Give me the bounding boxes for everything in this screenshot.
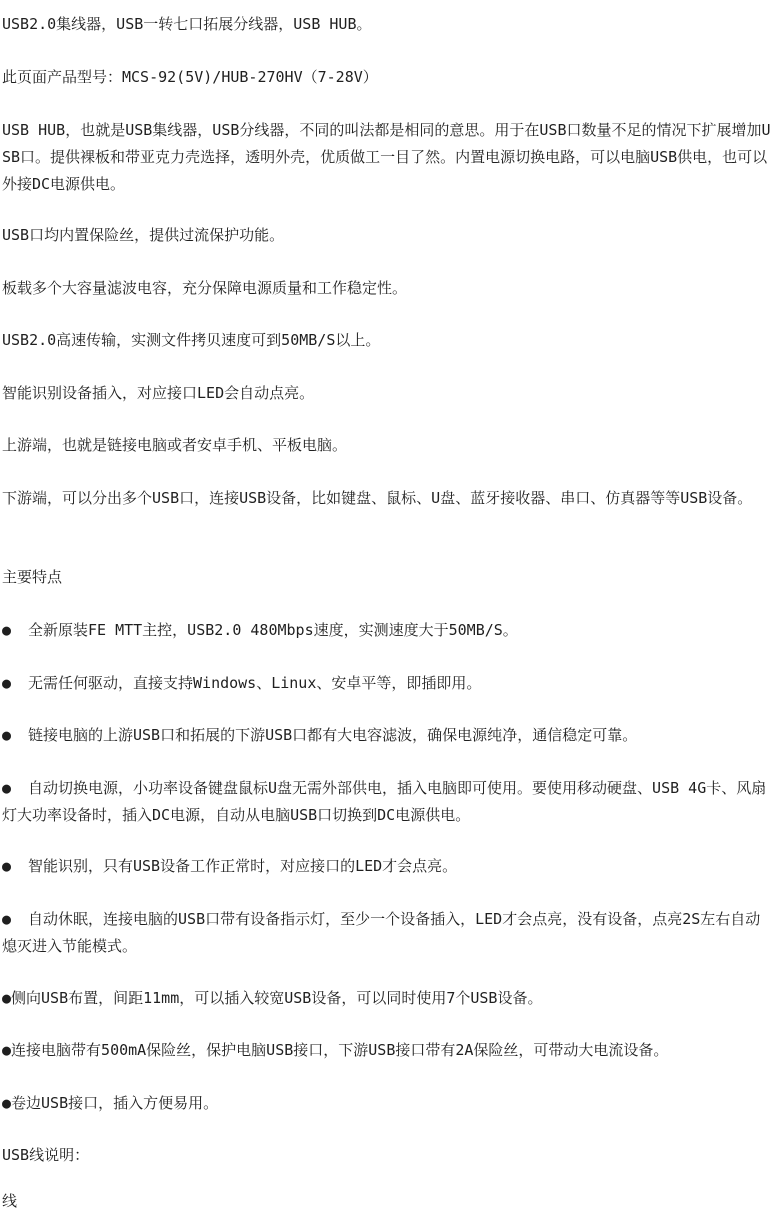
feature-item — [2, 1037, 772, 1064]
bullet-icon: ● — [2, 910, 12, 928]
feature-text: 链接电脑的上游USB口和拓展的下游USB口都有大电容滤波，确保电源纯净，通信稳定可靠。 — [28, 726, 638, 744]
cable-section-title: USB线说明： — [2, 1146, 90, 1164]
feature-text: 连接电脑带有500mA保险丝，保护电脑USB接口，下游USB接口带有2A保险丝，可带动大电流设备。 — [11, 1041, 669, 1059]
feature-item — [2, 906, 772, 960]
feature-text: 侧向USB布置，间距11mm，可以插入较宽USB设备，可以同时使用7个USB设备。 — [11, 989, 543, 1007]
speed-paragraph: USB2.0高速传输，实测文件拷贝速度可到50MB/S以上。 — [2, 331, 381, 349]
feature-text: 自动切换电源，小功率设备键盘鼠标U盘无需外部供电，插入电脑即可使用。要使用移动硬盘、USB 4G卡、风扇灯大功率设备时，插入DC电源，自动从电脑USB口切换到DC电源供电。 — [2, 779, 767, 824]
feature-item — [2, 853, 772, 880]
downstream-paragraph: 下游端，可以分出多个USB口，连接USB设备，比如键盘、鼠标、U盘、蓝牙接收器、串口、仿真器等等USB设备。 — [2, 489, 753, 507]
cut-off-line: 线 — [2, 1192, 18, 1210]
feature-item — [2, 670, 772, 697]
capacitor-paragraph: 板载多个大容量滤波电容，充分保障电源质量和工作稳定性。 — [2, 279, 408, 297]
feature-item — [2, 1090, 772, 1117]
bullet-icon: ● — [2, 779, 12, 797]
bullet-icon: ● — [2, 1041, 12, 1059]
intro-heading: USB2.0集线器，USB一转七口拓展分线器，USB HUB。 — [2, 15, 372, 33]
model-line: 此页面产品型号：MCS-92(5V)/HUB-270HV（7-28V） — [2, 68, 378, 86]
led-paragraph: 智能识别设备插入，对应接口LED会自动点亮。 — [2, 384, 315, 402]
feature-item — [2, 985, 772, 1012]
feature-text: 无需任何驱动，直接支持Windows、Linux、安卓平等，即插即用。 — [28, 674, 482, 692]
feature-item — [2, 617, 772, 644]
feature-item — [2, 775, 772, 829]
feature-text: 全新原装FE MTT主控，USB2.0 480Mbps速度，实测速度大于50MB/S。 — [28, 621, 518, 639]
bullet-icon: ● — [2, 621, 12, 639]
bullet-icon: ● — [2, 674, 12, 692]
bullet-icon: ● — [2, 1094, 12, 1112]
description-paragraph: USB HUB，也就是USB集线器，USB分线器，不同的叫法都是相同的意思。用于在USB口数量不足的情况下扩展增加USB口。提供裸板和带亚克力壳选择，透明外壳，优质做工一目了然。内置电源切换电路，可以电脑USB供电，也可以外接DC电源供电。 — [2, 121, 771, 193]
upstream-paragraph: 上游端，也就是链接电脑或者安卓手机、平板电脑。 — [2, 436, 348, 454]
bullet-icon: ● — [2, 857, 12, 875]
feature-text: 卷边USB接口，插入方便易用。 — [11, 1094, 219, 1112]
fuse-paragraph: USB口均内置保险丝，提供过流保护功能。 — [2, 226, 285, 244]
feature-text: 智能识别，只有USB设备工作正常时，对应接口的LED才会点亮。 — [28, 857, 458, 875]
bullet-icon: ● — [2, 989, 12, 1007]
feature-text: 自动休眠，连接电脑的USB口带有设备指示灯，至少一个设备插入，LED才会点亮，没有设备，点亮2S左右自动熄灭进入节能模式。 — [2, 910, 761, 955]
feature-item — [2, 722, 772, 749]
features-title: 主要特点 — [2, 568, 63, 586]
bullet-icon: ● — [2, 726, 12, 744]
